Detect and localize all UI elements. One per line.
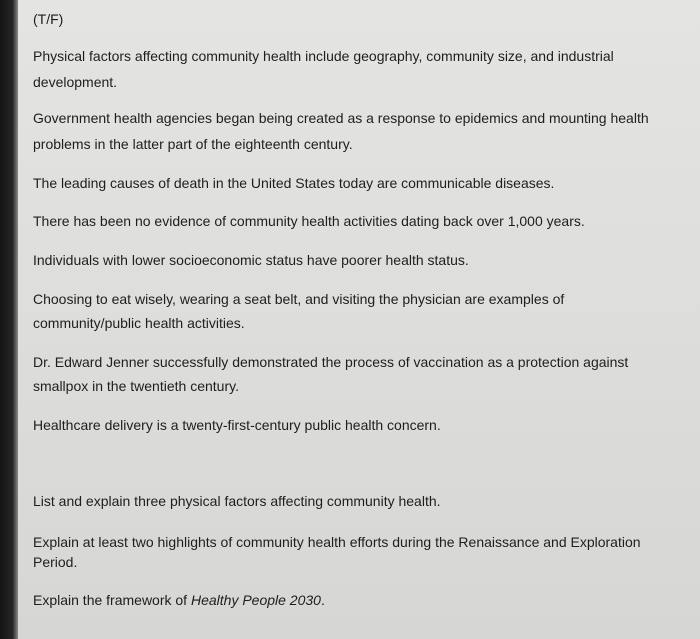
statement-1-line-1: Physical factors affecting community health include geography, community size, and industrial bbox=[33, 48, 614, 64]
statement-4: There has been no evidence of community health activities dating back over 1,000 years. bbox=[33, 213, 585, 229]
question-1: List and explain three physical factors affecting community health. bbox=[33, 493, 441, 509]
statement-1-line-2: development. bbox=[33, 74, 118, 90]
statement-5: Individuals with lower socioeconomic status have poorer health status. bbox=[33, 252, 469, 268]
question-2-line-1: Explain at least two highlights of community health efforts during the Renaissance and Exploration bbox=[33, 534, 641, 550]
true-false-header: (T/F) bbox=[33, 11, 64, 27]
statement-7-line-2: smallpox in the twentieth century. bbox=[33, 378, 239, 394]
worksheet-page bbox=[18, 0, 700, 639]
question-3 bbox=[33, 590, 325, 610]
statement-6-line-2: community/public health activities. bbox=[33, 315, 245, 331]
statement-2-line-2: problems in the latter part of the eighteenth century. bbox=[33, 136, 353, 152]
question-3-title: Healthy People 2030 bbox=[190, 592, 321, 608]
statement-6-line-1: Choosing to eat wisely, wearing a seat belt, and visiting the physician are examples of bbox=[33, 291, 565, 307]
screen-left-edge bbox=[0, 0, 18, 639]
question-3-suffix: . bbox=[320, 592, 325, 608]
question-2-line-2: Period. bbox=[33, 554, 78, 570]
statement-7-line-1: Dr. Edward Jenner successfully demonstrated the process of vaccination as a protection against bbox=[33, 354, 629, 370]
statement-2-line-1: Government health agencies began being created as a response to epidemics and mounting health bbox=[33, 110, 649, 126]
statement-8: Healthcare delivery is a twenty-first-century public health concern. bbox=[33, 417, 441, 433]
statement-3: The leading causes of death in the United States today are communicable diseases. bbox=[33, 175, 555, 191]
question-3-prefix: Explain the framework of bbox=[33, 592, 191, 608]
